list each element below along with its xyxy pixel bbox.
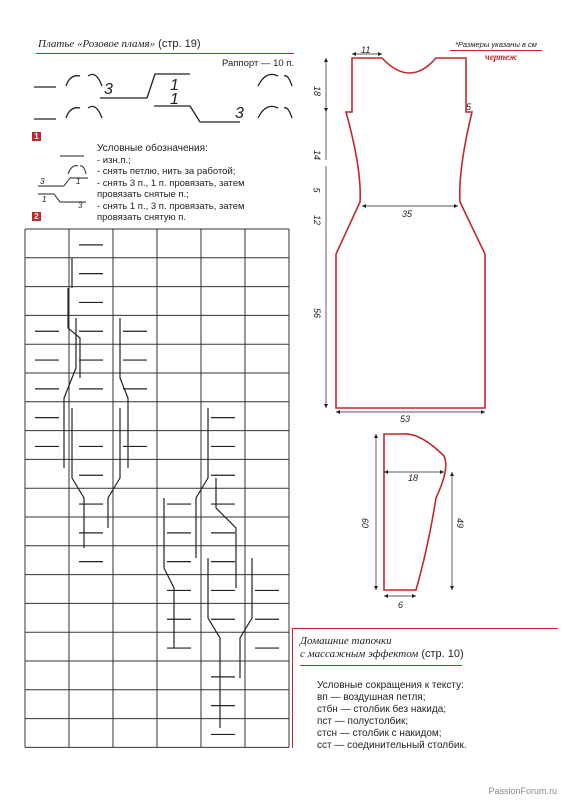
legend-sym-1b: 1 (42, 195, 47, 204)
dress-title-page: (стр. 19) (155, 38, 201, 50)
abbr-item: стсн — столбик с накидом; (317, 728, 442, 739)
dim-sleeve-seam: 49 (455, 517, 466, 529)
slippers-title-rule (300, 665, 462, 666)
abbr-item: сст — соединительный столбик. (317, 740, 467, 751)
dim-shoulder: 5 (466, 102, 472, 112)
dim-waist-to-hip: 12 (312, 214, 323, 226)
legend-block (97, 143, 245, 224)
drawing-label: чертеж (485, 52, 518, 62)
dim-skirt-length: 56 (312, 307, 323, 319)
slip-stitch-path (108, 408, 120, 528)
slippers-title-page: (стр. 10) (418, 648, 464, 660)
legend-item: провязать снятые п.; (97, 189, 189, 200)
abbr-heading: Условные сокращения к тексту: (317, 680, 464, 691)
site-watermark: PassionForum.ru (488, 786, 557, 796)
dim-neck-width: 11 (361, 45, 371, 55)
slippers-abbreviations (317, 680, 467, 752)
dress-pattern (300, 40, 500, 425)
cable-num-3a: 3 (104, 81, 113, 98)
slip-stitch-path (120, 318, 128, 468)
slip-stitch-path (72, 408, 84, 548)
legend-item: провязать снятую п. (97, 212, 187, 223)
legend-sym-3a: 3 (40, 177, 45, 186)
section-2-marker: 2 (32, 212, 41, 221)
knitting-chart (24, 228, 290, 748)
legend-symbols (32, 150, 96, 210)
cable-num-1a: 1 (170, 77, 179, 94)
dim-sleeve-cap: 18 (408, 473, 419, 483)
legend-item: - снять 1 п., 3 п. провязать, затем (97, 200, 245, 212)
abbr-item: стбн — столбик без накида; (317, 704, 447, 715)
section-1-marker: 1 (32, 132, 41, 141)
slip-stitch-path (64, 318, 76, 468)
title-rule (36, 53, 294, 54)
dim-hem-width: 53 (400, 414, 411, 424)
abbr-item: вп — воздушная петля; (317, 692, 426, 703)
size-note: *Размеры указаны в см (455, 40, 537, 49)
dress-title (38, 38, 201, 50)
dim-waist-width: 35 (402, 209, 413, 219)
slip-stitch-path (208, 558, 220, 728)
slippers-title-line1: Домашние тапочки (300, 635, 392, 647)
slippers-frame-top (292, 628, 558, 629)
legend-item: - снять петлю, нить за работой; (97, 166, 236, 177)
slip-stitch-path (68, 258, 80, 378)
legend-sym-1a: 1 (76, 177, 81, 186)
slippers-frame-left (292, 628, 293, 748)
rapport-text: Раппорт — 10 п. (222, 58, 295, 69)
dim-shoulder-height: 18 (312, 85, 323, 97)
legend-sym-3b: 3 (78, 201, 83, 210)
cable-num-1b: 1 (170, 91, 179, 108)
slip-stitch-path (164, 498, 174, 648)
legend-heading: Условные обозначения: (97, 143, 208, 154)
dim-armhole-lower: 14 (312, 149, 323, 161)
legend-item: - снять 3 п., 1 п. провязать, затем (97, 177, 245, 189)
slip-stitch-path (240, 558, 252, 678)
dim-cuff-width: 6 (398, 600, 404, 610)
abbr-item: пст — полустолбик; (317, 716, 409, 727)
slippers-title (300, 635, 464, 661)
dress-title-italic: Платье «Розовое пламя» (38, 38, 156, 50)
legend-item: - изн.п.; (97, 154, 131, 166)
cable-num-3b: 3 (235, 105, 244, 122)
slippers-title-line2: с массажным эффектом (300, 648, 419, 660)
dim-waist-gap: 5 (311, 187, 322, 193)
dim-sleeve-length: 60 (360, 517, 371, 529)
cable-symbol-diagram (30, 64, 300, 129)
